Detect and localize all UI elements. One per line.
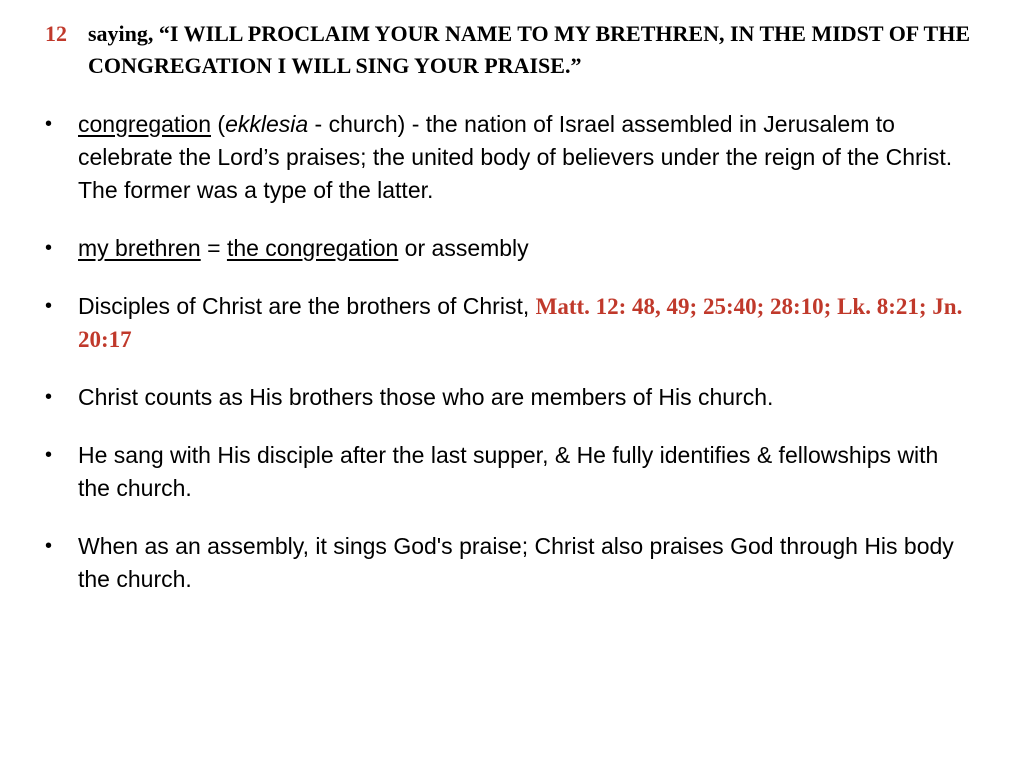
bullet-item-disciples: [45, 290, 975, 356]
bullet-dot-icon: •: [45, 237, 53, 259]
verse-header: [45, 18, 1005, 82]
bullet-dot-icon: •: [45, 386, 53, 408]
verse-text: saying, “I WILL PROCLAIM YOUR NAME TO MY BRETHREN, IN THE MIDST OF THE CONGREGATION I WILL SING YOUR PRAISE.”: [88, 21, 970, 78]
bullet-item-congregation: [45, 108, 975, 207]
bullet-text: When as an assembly, it sings God's praise; Christ also praises God through His body the church.: [78, 533, 954, 592]
bullet-dot-icon: •: [45, 444, 53, 466]
verse-number: 12: [45, 21, 67, 46]
bullet-item-assembly: [45, 530, 975, 596]
bullet-item-sang: [45, 439, 975, 505]
term-ekklesia: ekklesia: [225, 111, 309, 137]
scripture-references: Matt. 12: 48, 49; 25:40; 28:10; Lk. 8:21; Jn. 20:17: [78, 294, 963, 352]
bullet-text: =: [200, 235, 227, 261]
bullet-dot-icon: •: [45, 113, 53, 135]
bullet-text: Christ counts as His brothers those who are members of His church.: [78, 384, 774, 410]
bullet-text: (: [211, 111, 226, 137]
bullet-item-brothers: [45, 381, 975, 414]
bullet-text: or assembly: [398, 235, 529, 261]
term-the-congregation: the congregation: [226, 235, 399, 261]
term-my-brethren: my brethren: [78, 235, 201, 261]
bullet-list: [45, 108, 975, 596]
bullet-text: He sang with His disciple after the last supper, & He fully identifies & fellowships with the church.: [78, 442, 939, 501]
bullet-dot-icon: •: [45, 535, 53, 557]
bullet-text: - church) - the nation of Israel assembled in Jerusalem to celebrate the Lord’s praises; the united body of believers under the reign of the Christ. The former was a type of the latter.: [78, 111, 953, 203]
term-congregation: congregation: [78, 111, 211, 137]
bullet-text: Disciples of Christ are the brothers of Christ,: [78, 293, 536, 319]
bullet-dot-icon: •: [45, 295, 53, 317]
bullet-item-brethren: [45, 232, 975, 265]
